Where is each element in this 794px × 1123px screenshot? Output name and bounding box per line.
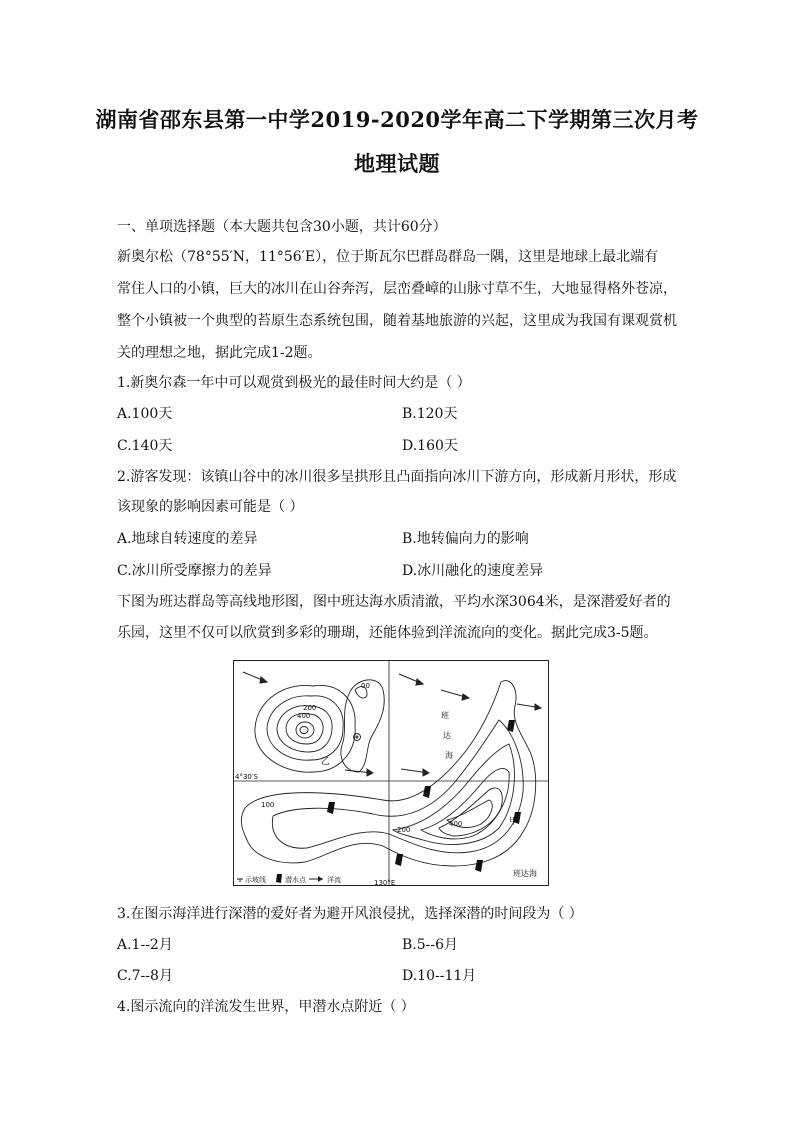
contour-label: 200 <box>303 704 317 712</box>
legend-dive-icon <box>276 874 282 883</box>
q2-option-a: A.地球自转速度的差异 <box>117 531 258 547</box>
q2-option-b: B.地转偏向力的影响 <box>402 531 529 547</box>
point-jia-label: 甲 <box>509 817 519 827</box>
passage2-line: 乐园，这里不仅可以欣赏到多彩的珊瑚，还能体验到洋流流向的变化。据此完成3-5题。 <box>117 625 658 641</box>
sea-label-char: 班 <box>441 711 449 720</box>
contour-label: 00 <box>361 682 370 690</box>
q2-option-c: C.冰川所受摩擦力的差异 <box>117 563 272 579</box>
question-1-stem: 1.新奥尔森一年中可以观赏到极光的最佳时间大约是（ ） <box>117 375 471 391</box>
legend-current-label: 洋流 <box>327 876 341 884</box>
banda-islands-contour-map <box>233 660 549 886</box>
passage2-line: 下图为班达群岛等高线地形图，图中班达海水质清澈，平均水深3064米，是深潜爱好者的 <box>117 594 671 610</box>
section-heading: 一、单项选择题（本大题共包含30小题，共计60分） <box>117 219 447 235</box>
passage1-line: 整个小镇被一个典型的苔原生态系统包围，随着基地旅游的兴起，这里成为我国有课观赏机 <box>117 313 677 329</box>
point-yi-label: 乙 <box>321 757 331 767</box>
question-3-stem: 3.在图示海洋进行深潜的爱好者为避开风浪侵扰，选择深潜的时间段为（ ） <box>117 906 583 922</box>
contour-label: 100 <box>261 801 275 809</box>
sea-name-label: 班达海 <box>513 869 537 878</box>
contour-label: 200 <box>397 826 411 834</box>
q3-option-a: A.1--2月 <box>117 937 173 953</box>
legend-dive-label: 潜水点 <box>285 876 306 884</box>
sea-label-char: 海 <box>445 751 453 760</box>
passage1-line: 关的理想之地，据此完成1-2题。 <box>117 345 322 361</box>
latitude-label: 4°30′S <box>235 773 258 781</box>
contour-label: 400 <box>297 712 311 720</box>
contour-label: 400 <box>449 820 463 828</box>
q3-option-b: B.5--6月 <box>402 937 459 953</box>
passage1-line: 常住人口的小镇，巨大的冰川在山谷奔泻，层峦叠嶂的山脉寸草不生，大地显得格外苍凉， <box>117 281 677 297</box>
longitude-label: 130°E <box>374 879 396 886</box>
passage1-line: 新奥尔松（78°55′N，11°56′E），位于斯瓦尔巴群岛群岛一隅，这里是地球上最北端有 <box>117 249 659 265</box>
q1-option-b: B.120天 <box>402 406 458 422</box>
q3-option-c: C.7--8月 <box>117 968 173 984</box>
sea-label-char: 达 <box>443 731 451 740</box>
q1-option-d: D.160天 <box>402 438 458 454</box>
question-2-stem: 2.游客发现：该镇山谷中的冰川很多呈拱形且凸面指向冰川下游方向，形成新月形状，形成 <box>117 469 677 485</box>
legend-contour-label: 示坡线 <box>245 876 266 884</box>
q2-option-d: D.冰川融化的速度差异 <box>402 563 544 579</box>
q1-option-a: A.100天 <box>117 406 173 422</box>
document-title: 湖南省邵东县第一中学2019-2020学年高二下学期第三次月考 <box>95 107 699 132</box>
q1-option-c: C.140天 <box>117 438 173 454</box>
question-2-stem-cont: 该现象的影响因素可能是（ ） <box>117 499 304 515</box>
document-subtitle: 地理试题 <box>354 151 440 176</box>
q3-option-d: D.10--11月 <box>402 968 477 984</box>
question-4-stem: 4.图示流向的洋流发生世界，甲潜水点附近（ ） <box>117 999 415 1015</box>
